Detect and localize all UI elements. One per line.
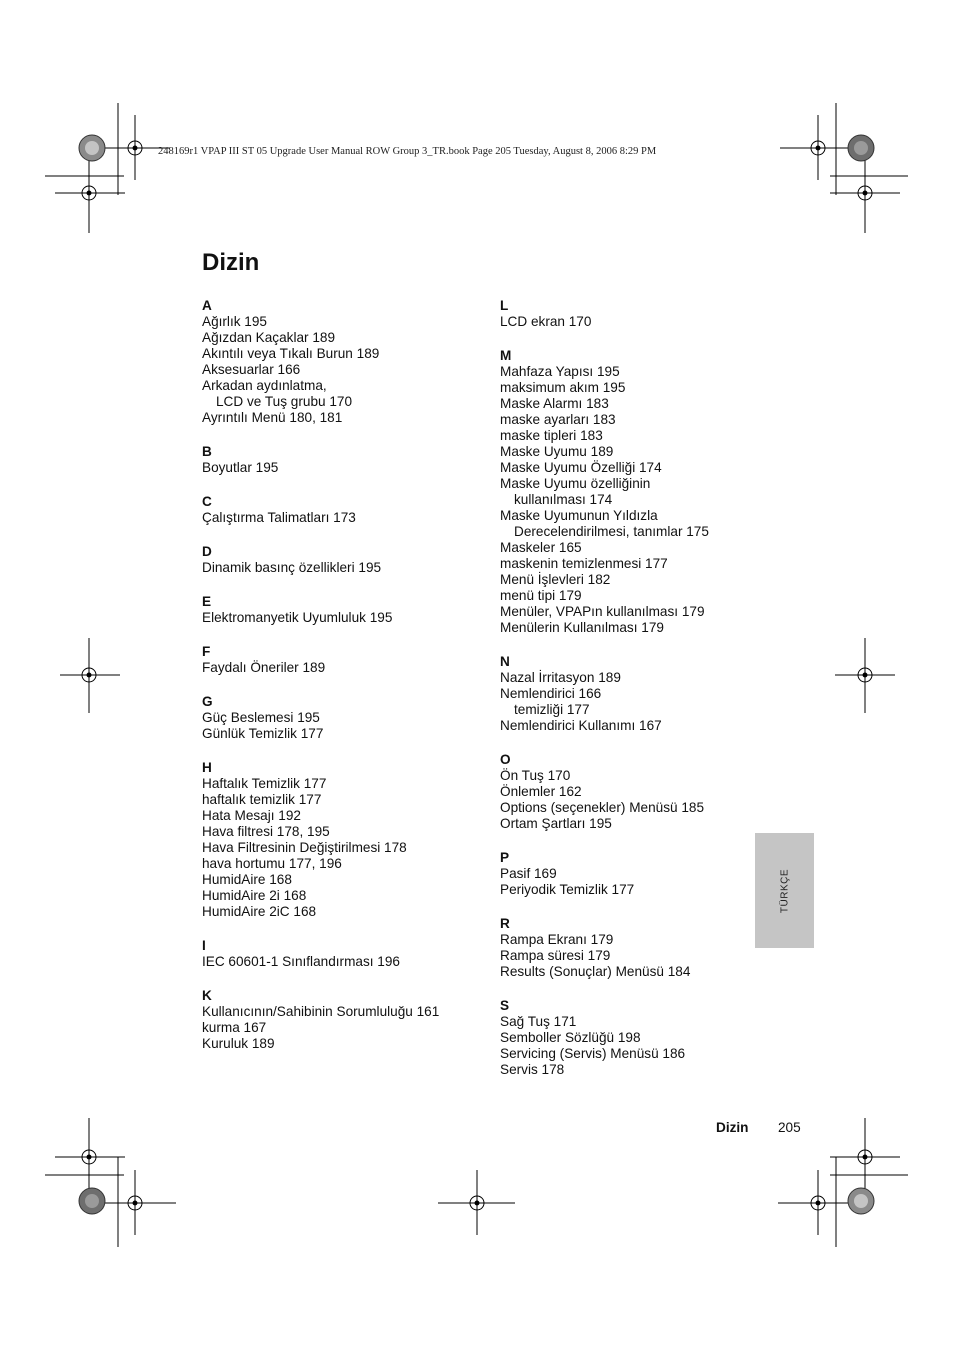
index-entry: Dinamik basınç özellikleri 195 [202, 560, 382, 575]
index-entry: Hata Mesajı 192 [202, 808, 301, 823]
index-entry: Ön Tuş 170 [500, 768, 571, 783]
index-entry: Menülerin Kullanılması 179 [500, 620, 664, 635]
index-entry: menü tipi 179 [500, 588, 582, 603]
index-section-letter: L [500, 298, 509, 313]
index-section [500, 298, 750, 330]
index-section-letter: G [202, 694, 213, 709]
index-entry: Kuruluk 189 [202, 1036, 275, 1051]
index-entry: maskenin temizlenmesi 177 [500, 556, 668, 571]
page-title: Dizin [202, 249, 260, 276]
index-section [202, 544, 482, 576]
footer-page-number: 205 [778, 1120, 801, 1135]
index-entry: kurma 167 [202, 1020, 267, 1035]
index-section-letter: O [500, 752, 511, 767]
index-section-letter: H [202, 760, 212, 775]
index-section [202, 298, 482, 426]
index-section [500, 752, 750, 832]
index-section [500, 850, 750, 898]
language-side-tab-label: TÜRKÇE [779, 868, 790, 913]
index-entry: temizliği 177 [514, 702, 590, 717]
index-section-letter: I [202, 938, 206, 953]
index-entry: Boyutlar 195 [202, 460, 279, 475]
index-entry: IEC 60601-1 Sınıflandırması 196 [202, 954, 400, 969]
index-entry: Hava filtresi 178, 195 [202, 824, 330, 839]
index-section-letter: C [202, 494, 212, 509]
index-entry: Derecelendirilmesi, tanımlar 175 [514, 524, 709, 539]
index-entry: Maske Uyumu 189 [500, 444, 614, 459]
index-entry: Sağ Tuş 171 [500, 1014, 577, 1029]
index-entry: HumidAire 2iC 168 [202, 904, 317, 919]
index-entry: LCD ve Tuş grubu 170 [216, 394, 353, 409]
index-entry: hava hortumu 177, 196 [202, 856, 342, 871]
index-right-column [500, 298, 750, 1096]
index-entry: Nemlendirici Kullanımı 167 [500, 718, 662, 733]
index-entry: maksimum akım 195 [500, 380, 626, 395]
index-section [202, 988, 482, 1052]
index-entry: Maske Uyumunun Yıldızla [500, 508, 658, 523]
index-section-letter: E [202, 594, 212, 609]
index-entry: Semboller Sözlüğü 198 [500, 1030, 641, 1045]
index-entry: HumidAire 2i 168 [202, 888, 307, 903]
index-entry: maske tipleri 183 [500, 428, 603, 443]
index-entry: Kullanıcının/Sahibinin Sorumluluğu 161 [202, 1004, 440, 1019]
index-entry: Hava Filtresinin Değiştirilmesi 178 [202, 840, 407, 855]
index-entry: Menüler, VPAPın kullanılması 179 [500, 604, 705, 619]
index-entry: HumidAire 168 [202, 872, 292, 887]
index-entry: Çalıştırma Talimatları 173 [202, 510, 356, 525]
index-entry: Ayrıntılı Menü 180, 181 [202, 410, 343, 425]
index-section [500, 348, 750, 636]
index-section-letter: M [500, 348, 512, 363]
index-entry: Önlemler 162 [500, 784, 582, 799]
index-section-letter: K [202, 988, 212, 1003]
index-entry: Ağızdan Kaçaklar 189 [202, 330, 336, 345]
index-section [202, 694, 482, 742]
language-side-tab [755, 833, 814, 948]
index-entry: Servicing (Servis) Menüsü 186 [500, 1046, 686, 1061]
index-entry: Elektromanyetik Uyumluluk 195 [202, 610, 393, 625]
index-entry: Menü İşlevleri 182 [500, 572, 611, 587]
index-entry: haftalık temizlik 177 [202, 792, 322, 807]
index-entry: Results (Sonuçlar) Menüsü 184 [500, 964, 691, 979]
index-entry: Mahfaza Yapısı 195 [500, 364, 620, 379]
index-section [202, 644, 482, 676]
index-entry: Ortam Şartları 195 [500, 816, 612, 831]
index-entry: Günlük Temizlik 177 [202, 726, 324, 741]
index-entry: Periyodik Temizlik 177 [500, 882, 635, 897]
index-section-letter: D [202, 544, 212, 559]
index-entry: Arkadan aydınlatma, [202, 378, 327, 393]
index-section [500, 998, 750, 1078]
index-entry: Nemlendirici 166 [500, 686, 602, 701]
index-entry: Güç Beslemesi 195 [202, 710, 320, 725]
index-section-letter: S [500, 998, 510, 1013]
index-section-letter: P [500, 850, 510, 865]
index-entry: Maskeler 165 [500, 540, 582, 555]
index-section [202, 938, 482, 970]
index-section [202, 594, 482, 626]
index-entry: Nazal İrritasyon 189 [500, 670, 621, 685]
index-section [202, 494, 482, 526]
index-section [202, 444, 482, 476]
index-entry: Rampa Ekranı 179 [500, 932, 614, 947]
index-section [500, 654, 750, 734]
index-entry: Faydalı Öneriler 189 [202, 660, 326, 675]
index-entry: Rampa süresi 179 [500, 948, 611, 963]
index-section-letter: A [202, 298, 212, 313]
index-section-letter: B [202, 444, 212, 459]
index-section [500, 916, 750, 980]
index-entry: Ağırlık 195 [202, 314, 267, 329]
index-entry: LCD ekran 170 [500, 314, 592, 329]
index-entry: Servis 178 [500, 1062, 565, 1077]
index-section-letter: R [500, 916, 510, 931]
index-entry: kullanılması 174 [514, 492, 613, 507]
index-entry: Akıntılı veya Tıkalı Burun 189 [202, 346, 380, 361]
index-section [202, 760, 482, 920]
index-entry: maske ayarları 183 [500, 412, 616, 427]
index-entry: Maske Uyumu Özelliği 174 [500, 460, 662, 475]
index-entry: Aksesuarlar 166 [202, 362, 301, 377]
index-entry: Options (seçenekler) Menüsü 185 [500, 800, 705, 815]
print-header-line: 248169r1 VPAP III ST 05 Upgrade User Manual ROW Group 3_TR.book Page 205 Tuesday, August 8, 2006 8:29 PM [158, 146, 657, 157]
index-left-column [202, 298, 482, 1070]
index-section-letter: F [202, 644, 211, 659]
index-section-letter: N [500, 654, 510, 669]
index-entry: Maske Alarmı 183 [500, 396, 609, 411]
index-entry: Haftalık Temizlik 177 [202, 776, 327, 791]
footer-section-title: Dizin [716, 1120, 749, 1135]
index-entry: Pasif 169 [500, 866, 557, 881]
index-entry: Maske Uyumu özelliğinin [500, 476, 651, 491]
